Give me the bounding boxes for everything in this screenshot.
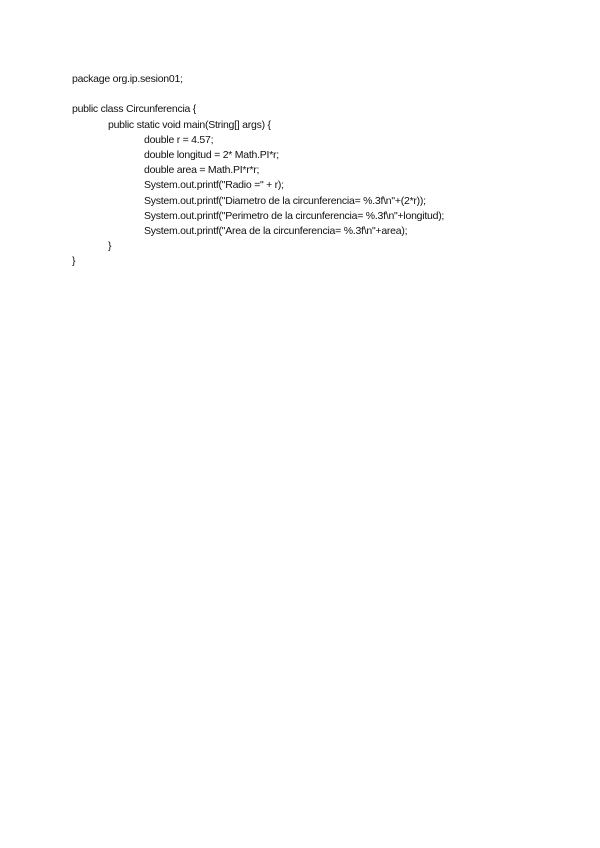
class-declaration-line: public class Circunferencia { — [72, 103, 197, 116]
print-area-line: System.out.printf("Area de la circunferencia= %.3f\n"+area); — [144, 224, 408, 237]
print-perimeter-line: System.out.printf("Perimetro de la circunferencia= %.3f\n"+longitud); — [144, 209, 445, 222]
print-radius-line: System.out.printf("Radio =" + r); — [144, 179, 284, 192]
blank-line — [72, 87, 444, 102]
method-closing-brace-line: } — [108, 240, 112, 253]
package-declaration-line: package org.ip.sesion01; — [72, 73, 183, 85]
print-diameter-line: System.out.printf("Diametro de la circunferencia= %.3f\n"+(2*r)); — [144, 194, 426, 207]
area-declaration-line: double area = Math.PI*r*r; — [144, 164, 260, 177]
class-closing-brace-line: } — [72, 255, 76, 268]
main-method-declaration-line: public static void main(String[] args) { — [108, 118, 271, 131]
length-declaration-line: double longitud = 2* Math.PI*r; — [144, 148, 279, 161]
radius-declaration-line: double r = 4.57; — [144, 133, 214, 146]
java-code-listing — [72, 72, 444, 269]
